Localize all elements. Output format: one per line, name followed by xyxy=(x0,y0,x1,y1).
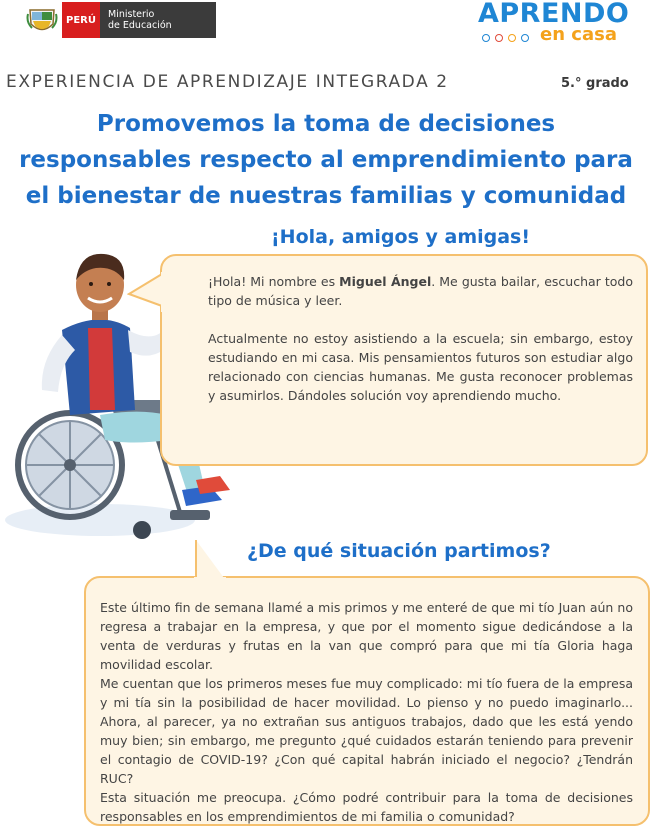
situation-paragraph-3: Esta situación me preocupa. ¿Cómo podré contribuir para la toma de decisiones responsables en los emprendimientos de mi familia o comunidad? xyxy=(100,790,633,824)
ministry-label-line1: Ministerio xyxy=(108,9,155,20)
situation-heading: ¿De qué situación partimos? xyxy=(247,540,551,562)
character-name: Miguel Ángel xyxy=(339,274,432,289)
peru-label: PERÚ xyxy=(62,2,100,38)
brand-subtitle: en casa xyxy=(540,24,617,45)
grade-label: 5.° grado xyxy=(561,76,629,91)
brand-dots-icon xyxy=(482,34,529,42)
speech-bubble-tail-icon xyxy=(180,538,226,580)
page-title-line2: responsables respecto al emprendimiento para xyxy=(19,147,633,173)
page-title-line3: el bienestar de nuestras familias y comunidad xyxy=(25,183,627,209)
ministry-label-line2: de Educación xyxy=(108,20,172,31)
intro-paragraph-1 xyxy=(208,272,633,310)
intro-text-part: ¡Hola! Mi nombre es xyxy=(208,274,340,289)
intro-text xyxy=(208,272,633,424)
intro-paragraph-2: Actualmente no estoy asistiendo a la escuela; sin embargo, estoy estudiando en mi casa. Mis pensamientos futuros son estudiar algo relacionado con ciencias humanas. Me gusta reconocer problemas y asumirlos. Dándoles solución voy aprendiendo mucho. xyxy=(208,331,633,403)
ministry-logo xyxy=(26,0,216,40)
situation-text xyxy=(100,598,633,826)
situation-paragraph-1: Este último fin de semana llamé a mis primos y me enteré de que mi tío Juan aún no regresa a trabajar en la empresa, y que por el momento sigue dedicándose a la venta de verduras y frutas en la van que compró para que mi tía Gloria haga movilidad escolar. xyxy=(100,600,633,672)
peru-coat-of-arms-icon xyxy=(26,4,58,36)
experience-title: EXPERIENCIA DE APRENDIZAJE INTEGRADA 2 xyxy=(6,72,449,92)
greeting-heading: ¡Hola, amigos y amigas! xyxy=(271,226,531,248)
situation-paragraph-2: Me cuentan que los primeros meses fue muy complicado: mi tío fuera de la empresa y mi tía sin la posibilidad de hacer movilidad. Lo pienso y no puedo imaginarlo... Ahora, al parecer, ya no extrañan sus antiguos trabajos, dado que les está yendo muy bien; sin embargo, me pregunto ¿qué cuidados estarán teniendo para prevenir el contagio de COVID-19? ¿Con qué capital habrán iniciado el negocio? ¿Tendrán RUC? xyxy=(100,676,633,786)
ministry-label xyxy=(100,2,216,38)
aprendo-en-casa-logo xyxy=(478,0,630,50)
intro-text-part: . Me gusta bailar, escuchar todo tipo de música y leer. xyxy=(208,274,633,308)
speech-bubble-tail-icon xyxy=(127,272,167,312)
page-title xyxy=(0,106,652,214)
page-title-line1: Promovemos la toma de decisiones xyxy=(96,111,556,137)
brand-title: APRENDO xyxy=(478,0,630,29)
